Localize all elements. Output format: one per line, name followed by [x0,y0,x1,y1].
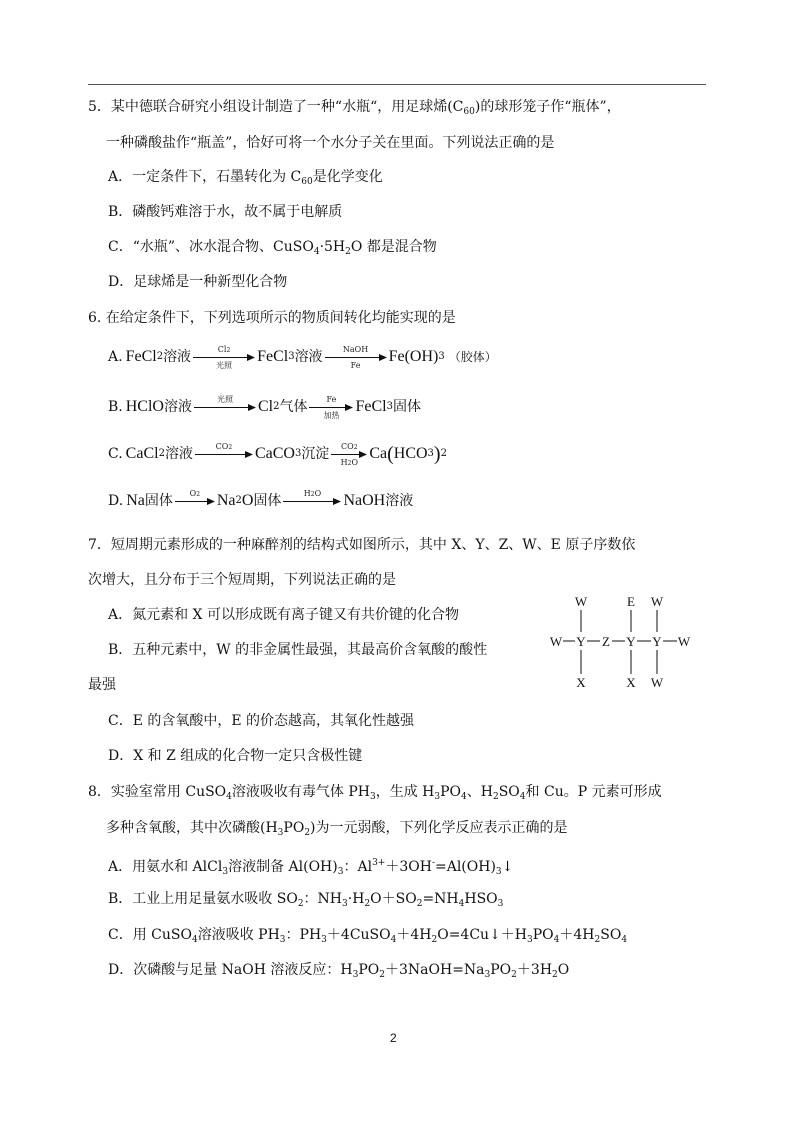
reaction-arrow: CO2 [195,442,253,467]
q5-option-d: D．足球烯是一种新型化合物 [108,274,288,290]
q7-option-b-line2: 最强 [88,677,116,693]
q7-option-b-line1: B．五种元素中，W 的非金属性最强，其最高价含氧酸的酸性 [108,642,488,658]
q8-option-c: C．用 CuSO$_4$溶液吸收 $PH_3$：$PH_3+4CuSO_4+4H_2O=4Cu↓+H_3PO_4+4H_2SO_4$ [108,927,628,945]
q6-option-a: A. FeCl 2 溶液 Cl2 光照 FeCl 3 溶液 NaOH Fe Fe(OH) 3 （胶体） [108,344,497,370]
reaction-arrow: H2O [283,489,341,514]
q6-stem: 6. 在给定条件下，下列选项所示的物质间转化均能实现的是 [88,310,456,326]
reaction-arrow: CO2 H2O [331,442,367,467]
reaction-arrow: Cl2 光照 [193,345,255,370]
q8-stem-line1: 8．实验室常用 CuSO$_4$溶液吸收有毒气体 $PH_3$，生成 $H_3PO_4$、$H_2SO_4$和 Cu。P 元素可形成 [88,784,662,802]
atom-y: Y [626,634,636,649]
q8-option-b: B．工业上用足量氨水吸收 $SO_2$：$NH_3\cdot H_2O+SO_2=NH_4HSO_3$ [108,891,504,909]
atom-w: W [549,634,563,649]
q8-option-d: D．次磷酸与足量 NaOH 溶液反应：$H_3PO_2+3NaOH=Na_3PO_2+3H_2O$ [108,962,570,980]
q8-option-a: A．用氨水和 AlCl$_3$溶液制备 $Al(OH)_3$：$Al^{3+}+3OH^-=Al(OH)_3↓$ [108,858,514,877]
q5-stem-line2: 一种磷酸盐作“瓶盖”，恰好可将一个水分子关在里面。下列说法正确的是 [106,135,555,151]
q5-option-c: C．“水瓶”、冰水混合物、$CuSO_4\cdot 5H_2O$ 都是混合物 [108,239,437,257]
atom-w: W [650,675,664,690]
page-number: 2 [390,1031,397,1045]
structural-formula [547,592,695,698]
atom-x: X [626,675,636,690]
q6-option-d: D. Na 固体 O2 Na 2 O 固体 H2O NaOH 溶液 [108,487,413,515]
reaction-arrow: NaOH Fe [325,345,387,370]
reaction-arrow: Fe 加热 [309,395,353,420]
q7-option-d: D．X 和 Z 组成的化合物一定只含极性键 [108,748,363,764]
atom-x: X [576,675,586,690]
atom-e: E [627,594,635,609]
q7-option-c: C．E 的含氧酸中，E 的价态越高，其氧化性越强 [108,713,415,729]
atom-w: W [650,594,664,609]
header-rule [88,84,706,85]
q5-option-b: B．磷酸钙难溶于水，故不属于电解质 [108,204,343,220]
q7-stem-line2: 次增大，且分布于三个短周期，下列说法正确的是 [88,572,396,588]
atom-y: Y [652,634,662,649]
q5-stem-line1: 5．某中德联合研究小组设计制造了一种“水瓶“，用足球烯$(C_{60})$的球形笼子作“瓶体”， [88,99,621,117]
atom-z: Z [602,634,610,649]
q6-option-b: B. HClO 溶液 光照 Cl 2 气体 Fe 加热 FeCl 3 固体 [108,394,421,420]
q7-option-a: A．氮元素和 X 可以形成既有离子键又有共价键的化合物 [108,607,459,623]
reaction-arrow: 光照 [194,395,256,420]
atom-w: W [574,594,588,609]
atom-y: Y [576,634,586,649]
q6-option-c: C. CaCl 2 溶液 CO2 CaCO 3 沉淀 CO2 H2O Ca ( HCO 3 ) 2 [108,441,447,467]
atom-w: W [677,634,691,649]
q8-stem-line2: 多种含氧酸，其中次磷酸$(H_3PO_2)$为一元弱酸，下列化学反应表示正确的是 [106,820,568,838]
q5-option-a: A．一定条件下，石墨转化为 $C_{60}$是化学变化 [108,169,383,187]
reaction-arrow: O2 [175,489,215,514]
q7-stem-line1: 7．短周期元素形成的一种麻醉剂的结构式如图所示，其中 X、Y、Z、W、E 原子序数依 [88,537,636,553]
